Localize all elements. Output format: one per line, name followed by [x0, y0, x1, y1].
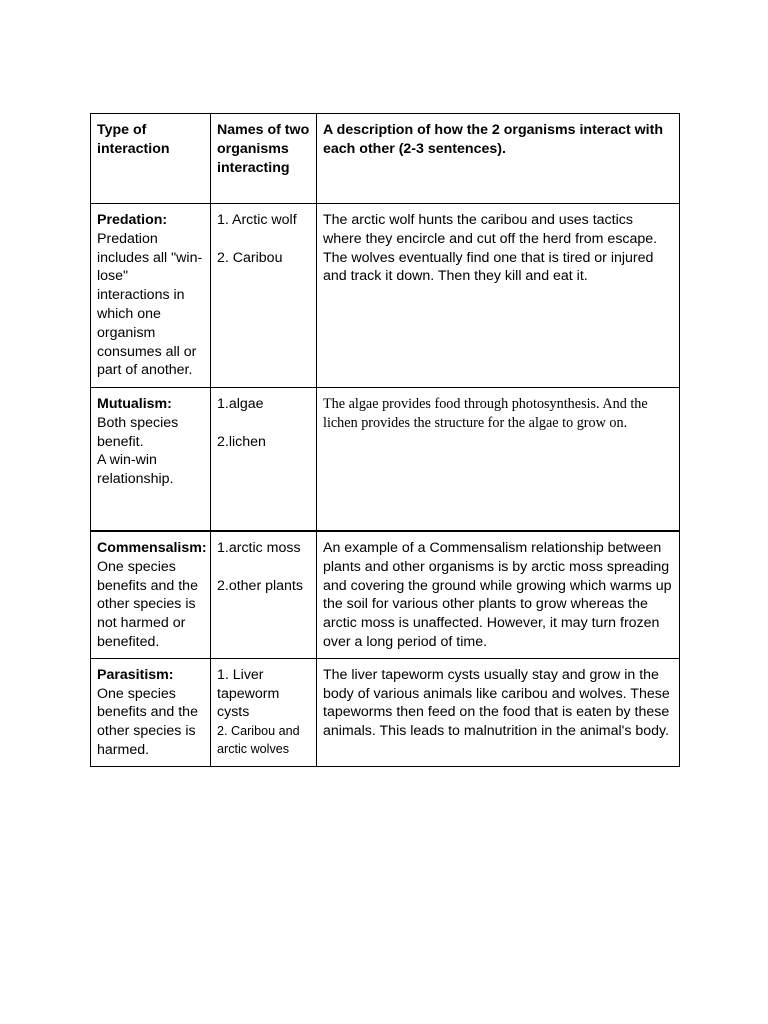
spacer [217, 230, 310, 249]
type-title: Mutualism: [97, 396, 172, 412]
table-row [91, 658, 680, 766]
organisms-cell [211, 658, 317, 766]
header-names: Names of two organisms interacting [211, 114, 317, 204]
spacer [217, 414, 310, 433]
type-cell [91, 388, 211, 532]
type-title: Predation: [97, 212, 168, 228]
description-cell: The algae provides food through photosynthesis. And the lichen provides the structure for the algae to grow on. [317, 388, 680, 532]
type-title: Commensalism: [97, 540, 207, 556]
organism-1: 1. Liver tapeworm cysts [217, 666, 280, 721]
type-text: One species benefits and the other species is not harmed or benefited. [97, 558, 198, 650]
type-text: One species benefits and the other species is harmed. [97, 685, 198, 758]
spacer [217, 558, 310, 577]
organisms-cell [211, 531, 317, 658]
organism-1: 1. Arctic wolf [217, 212, 297, 228]
type-cell [91, 204, 211, 388]
type-text: Predation includes all "win-lose" interactions in which one organism consumes all or part of another. [97, 230, 203, 379]
description-cell: The arctic wolf hunts the caribou and uses tactics where they encircle and cut off the herd from escape. The wolves eventually find one that is tired or injured and track it down. Then they kill and eat it. [317, 204, 680, 388]
type-cell [91, 531, 211, 658]
header-description: A description of how the 2 organisms interact with each other (2-3 sentences). [317, 114, 680, 204]
interactions-table [90, 113, 680, 767]
table-header-row [91, 114, 680, 204]
organism-2: 2. Caribou and arctic wolves [217, 724, 300, 757]
table-row [91, 388, 680, 532]
organism-1: 1.arctic moss [217, 540, 301, 556]
type-cell [91, 658, 211, 766]
organisms-cell [211, 388, 317, 532]
organism-2: 2.lichen [217, 433, 266, 450]
organism-2: 2. Caribou [217, 249, 283, 266]
type-text: Both species benefit. [97, 414, 179, 450]
organism-1: 1.algae [217, 396, 264, 412]
type-title: Parasitism: [97, 666, 174, 683]
description-cell: The liver tapeworm cysts usually stay and grow in the body of various animals like caribou and wolves. These tapeworms then feed on the food that is eaten by these animals. This leads to malnutrition in the animal's body. [317, 658, 680, 766]
description-cell: An example of a Commensalism relationship between plants and other organisms is by arctic moss spreading and covering the ground while growing which warms up the soil for various other plants to grow whereas the arctic moss is unaffected. However, it may turn frozen over a long period of time. [317, 531, 680, 658]
table-row [91, 531, 680, 658]
header-type: Type of interaction [91, 114, 211, 204]
organism-2: 2.other plants [217, 577, 303, 594]
organisms-cell [211, 204, 317, 388]
type-text: A win-win relationship. [97, 452, 174, 488]
table-row [91, 204, 680, 388]
